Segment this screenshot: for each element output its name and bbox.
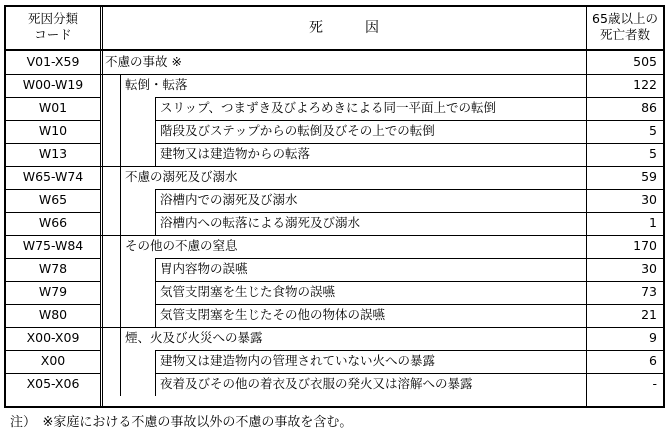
row-divider xyxy=(6,212,100,213)
row-death-count: 30 xyxy=(641,261,657,276)
row-divider xyxy=(586,212,663,213)
row-cause-label: 浴槽内への転落による溺死及び溺水 xyxy=(160,215,361,230)
cause-column-divider xyxy=(102,7,103,407)
row-death-count: 170 xyxy=(633,238,657,253)
mortality-table xyxy=(4,5,665,408)
row-divider xyxy=(6,327,663,328)
row-death-count: 122 xyxy=(633,77,657,92)
row-cause-label: 煙、火及び火災への暴露 xyxy=(125,330,263,345)
row-cause-label: 気管支閉塞を生じたその他の物体の誤嚥 xyxy=(160,307,386,322)
row-divider xyxy=(6,97,100,98)
row-code: W01 xyxy=(38,100,68,115)
row-divider xyxy=(6,74,663,75)
row-divider xyxy=(586,350,663,351)
row-code: W75-W84 xyxy=(22,238,84,253)
row-code: X00 xyxy=(40,353,66,368)
row-divider xyxy=(6,143,100,144)
header-divider xyxy=(6,49,663,51)
row-divider xyxy=(155,373,586,374)
row-divider xyxy=(6,258,100,259)
row-death-count: 5 xyxy=(649,146,657,161)
row-code: W65 xyxy=(38,192,68,207)
row-cause-label: 浴槽内での溺死及び溺水 xyxy=(160,192,298,207)
row-divider xyxy=(6,304,100,305)
row-divider xyxy=(155,189,586,190)
indent-guide-level2 xyxy=(155,97,156,166)
row-cause-label: 転倒・転落 xyxy=(125,77,188,92)
row-divider xyxy=(586,143,663,144)
row-divider xyxy=(586,281,663,282)
row-death-count: 1 xyxy=(649,215,657,230)
row-divider xyxy=(6,189,100,190)
row-divider xyxy=(586,304,663,305)
row-code: W10 xyxy=(38,123,68,138)
row-divider xyxy=(155,350,586,351)
row-divider xyxy=(155,304,586,305)
row-code: W80 xyxy=(38,307,68,322)
row-divider xyxy=(6,373,100,374)
row-cause-label: 階段及びステップからの転倒及びその上での転倒 xyxy=(160,123,435,138)
header-code-line2: コード xyxy=(34,27,72,42)
row-divider xyxy=(586,189,663,190)
row-divider xyxy=(6,235,663,236)
row-divider xyxy=(155,281,586,282)
row-death-count: 30 xyxy=(641,192,657,207)
row-divider xyxy=(6,166,663,167)
row-divider xyxy=(6,120,100,121)
row-divider xyxy=(155,258,586,259)
footnote: 注） ※家庭における不慮の事故以外の不慮の事故を含む。 xyxy=(10,415,353,430)
header-code xyxy=(6,11,100,43)
indent-guide-level1 xyxy=(120,74,121,396)
header-count xyxy=(586,11,664,43)
row-cause-label: スリップ、つまずき及びよろめきによる同一平面上での転倒 xyxy=(160,100,497,115)
header-cause: 死 因 xyxy=(309,20,379,36)
header-count-line1: 65歳以上の xyxy=(592,11,658,26)
row-divider xyxy=(155,143,586,144)
row-divider xyxy=(155,212,586,213)
row-death-count: 6 xyxy=(649,353,657,368)
row-code: V01-X59 xyxy=(26,54,80,69)
row-cause-label: 不慮の事故 ※ xyxy=(105,54,182,69)
indent-guide-level2 xyxy=(155,258,156,327)
row-cause-label: 胃内容物の誤嚥 xyxy=(160,261,248,276)
row-code: W13 xyxy=(38,146,68,161)
row-divider xyxy=(586,97,663,98)
row-cause-label: 不慮の溺死及び溺水 xyxy=(125,169,238,184)
row-death-count: 86 xyxy=(641,100,657,115)
row-divider xyxy=(586,373,663,374)
indent-guide-level2 xyxy=(155,350,156,396)
row-code: X05-X06 xyxy=(26,376,80,391)
header-count-line2: 死亡者数 xyxy=(599,27,650,42)
row-death-count: 9 xyxy=(649,330,657,345)
row-code: W66 xyxy=(38,215,68,230)
row-cause-label: 建物又は建造物内の管理されていない火への暴露 xyxy=(160,353,436,368)
row-death-count: 59 xyxy=(641,169,657,184)
row-cause-label: 建物又は建造物からの転落 xyxy=(160,146,311,161)
row-divider xyxy=(586,258,663,259)
header-code-line1: 死因分類 xyxy=(27,11,78,26)
row-cause-label: 夜着及びその他の着衣及び衣服の発火又は溶解への暴露 xyxy=(160,376,473,391)
row-code: X00-X09 xyxy=(26,330,80,345)
indent-guide-level2 xyxy=(155,189,156,235)
row-death-count: 21 xyxy=(641,307,657,322)
row-cause-label: その他の不慮の窒息 xyxy=(125,238,238,253)
row-divider xyxy=(6,350,100,351)
row-divider xyxy=(586,120,663,121)
row-divider xyxy=(6,281,100,282)
row-code: W65-W74 xyxy=(22,169,84,184)
row-code: W79 xyxy=(38,284,68,299)
code-column-divider xyxy=(100,7,101,407)
row-death-count: - xyxy=(652,376,657,391)
row-divider xyxy=(155,120,586,121)
row-cause-label: 気管支閉塞を生じた食物の誤嚥 xyxy=(160,284,336,299)
row-code: W00-W19 xyxy=(22,77,84,92)
row-death-count: 505 xyxy=(633,54,657,69)
row-death-count: 73 xyxy=(641,284,657,299)
row-divider xyxy=(155,97,586,98)
row-code: W78 xyxy=(38,261,68,276)
row-death-count: 5 xyxy=(649,123,657,138)
